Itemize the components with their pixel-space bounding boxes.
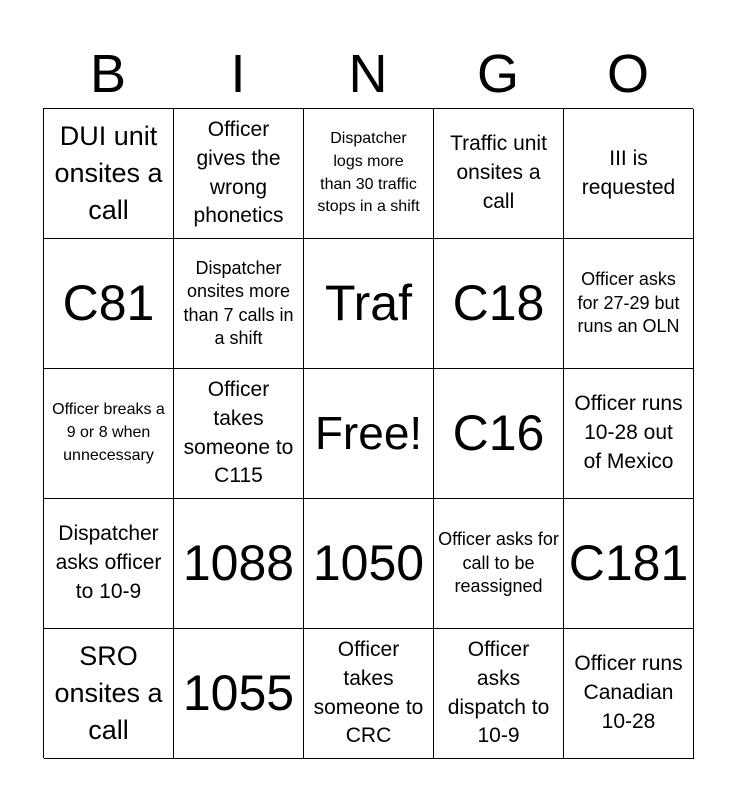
header-letter-i: I [230, 44, 246, 104]
cell-text: DUI unit onsites a call [54, 120, 163, 226]
bingo-cell[interactable] [564, 499, 694, 629]
cell-text: Officer asks dispatch to 10-9 [447, 637, 550, 748]
bingo-cell[interactable] [434, 109, 564, 239]
bingo-cell[interactable] [304, 109, 434, 239]
bingo-cell[interactable] [434, 499, 564, 629]
bingo-board [43, 108, 693, 758]
cell-text: Dispatcher logs more than 30 traffic stops in a shift [317, 130, 420, 216]
bingo-cell[interactable] [564, 629, 694, 759]
cell-text: C16 [452, 405, 545, 461]
bingo-cell[interactable] [174, 239, 304, 369]
cell-text: Officer takes someone to C115 [183, 377, 294, 488]
cell-text: 1088 [182, 535, 295, 591]
header-letter-n: N [348, 44, 388, 104]
cell-text: Officer runs Canadian 10-28 [574, 652, 683, 733]
bingo-cell[interactable] [174, 499, 304, 629]
header-letter-o: O [606, 44, 649, 104]
bingo-cell[interactable] [174, 629, 304, 759]
bingo-cell[interactable] [44, 499, 174, 629]
bingo-cell[interactable] [564, 109, 694, 239]
cell-text: 1050 [312, 535, 425, 591]
bingo-cell[interactable] [304, 239, 434, 369]
cell-text: Dispatcher onsites more than 7 calls in a shift [183, 257, 294, 348]
cell-text: Officer gives the wrong phonetics [193, 117, 284, 228]
bingo-cell[interactable] [174, 369, 304, 499]
bingo-header [43, 40, 693, 108]
bingo-cell[interactable] [434, 629, 564, 759]
free-space[interactable] [304, 369, 434, 499]
cell-text: Officer runs 10-28 out of Mexico [574, 392, 683, 473]
cell-text: Officer breaks a 9 or 8 when unnecessary [52, 401, 165, 464]
cell-text: Dispatcher asks officer to 10-9 [55, 522, 162, 603]
bingo-cell[interactable] [564, 369, 694, 499]
header-letter-g: G [476, 44, 519, 104]
cell-text: C81 [62, 275, 155, 331]
header-letter-b: B [89, 44, 127, 104]
cell-text: 1055 [182, 665, 295, 721]
bingo-cell[interactable] [174, 109, 304, 239]
cell-text: Officer asks for call to be reassigned [438, 529, 559, 597]
cell-text: Officer asks for 27-29 but runs an OLN [577, 269, 680, 337]
bingo-cell[interactable] [44, 369, 174, 499]
cell-text: III is requested [581, 146, 676, 199]
bingo-cell[interactable] [434, 369, 564, 499]
free-space-label: Free! [314, 407, 423, 460]
cell-text: C18 [452, 275, 545, 331]
bingo-cell[interactable] [304, 499, 434, 629]
bingo-cell[interactable] [564, 239, 694, 369]
bingo-cell[interactable] [304, 629, 434, 759]
bingo-cell[interactable] [434, 239, 564, 369]
bingo-cell[interactable] [44, 109, 174, 239]
bingo-cell[interactable] [44, 629, 174, 759]
bingo-cell[interactable] [44, 239, 174, 369]
cell-text: Traffic unit onsites a call [450, 132, 547, 213]
cell-text: Officer takes someone to CRC [313, 637, 424, 748]
cell-text: C181 [568, 535, 689, 591]
cell-text: Traf [324, 275, 413, 331]
cell-text: SRO onsites a call [54, 640, 163, 746]
